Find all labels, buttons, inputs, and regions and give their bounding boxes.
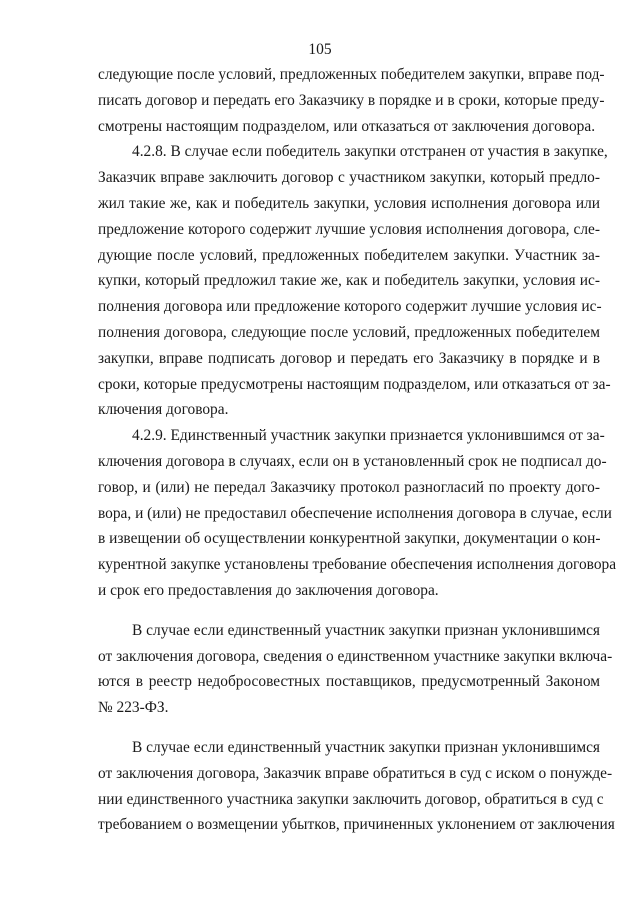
- text-line: ются в реестр недобросовестных поставщиков, предусмотренный Законом: [98, 673, 600, 691]
- text-line: и срок его предоставления до заключения договора.: [98, 581, 439, 599]
- text-line: Заказчик вправе заключить договор с участником закупки, который предло-: [98, 169, 600, 187]
- text-line: предложение которого содержит лучшие условия исполнения договора, сле-: [98, 220, 600, 238]
- text-line: писать договор и передать его Заказчику в порядке и в сроки, которые преду-: [98, 91, 605, 109]
- text-line: говор, и (или) не передал Заказчику протокол разногласий по проекту дого-: [98, 478, 600, 496]
- text-line: В случае если единственный участник закупки признан уклонившимся: [132, 621, 600, 639]
- text-line: В случае если единственный участник закупки признан уклонившимся: [132, 738, 600, 756]
- text-line: нии единственного участника закупки заключить договор, обратиться в суд с: [98, 790, 604, 808]
- text-line: курентной закупке установлены требование обеспечения исполнения договора: [98, 556, 617, 574]
- page-number: 105: [308, 41, 332, 58]
- text-line: купки, который предложил такие же, как и победитель закупки, условия ис-: [98, 272, 600, 290]
- body-text: [98, 62, 617, 838]
- text-line: от заключения договора, Заказчик вправе обратиться в суд с иском о понужде-: [98, 764, 613, 782]
- text-line: дующие после условий, предложенных победителем закупки. Участник за-: [98, 246, 600, 264]
- text-line: полнения договора, следующие после условий, предложенных победителем: [98, 323, 600, 341]
- text-line: закупки, вправе подписать договор и передать его Заказчику в порядке и в: [98, 349, 600, 367]
- text-line: следующие после условий, предложенных победителем закупки, вправе под-: [98, 66, 605, 83]
- text-line: смотрены настоящим подразделом, или отказаться от заключения договора.: [98, 117, 596, 135]
- text-line: 4.2.9. Единственный участник закупки признается уклонившимся от за-: [132, 427, 605, 445]
- text-line: ключения договора в случаях, если он в установленный срок не подписал до-: [98, 452, 607, 470]
- text-line: сроки, которые предусмотрены настоящим подразделом, или отказаться от за-: [98, 375, 611, 393]
- text-line: жил такие же, как и победитель закупки, условия исполнения договора или: [98, 194, 600, 212]
- text-line: от заключения договора, сведения о единственном участнике закупки включа-: [98, 647, 613, 665]
- text-line: № 223-ФЗ.: [98, 699, 169, 717]
- text-line: вора, и (или) не предоставил обеспечение исполнения договора в случае, если: [98, 504, 612, 522]
- text-line: ключения договора.: [98, 401, 229, 419]
- text-line: полнения договора или предложение которого содержит лучшие условия ис-: [98, 298, 602, 316]
- text-line: в извещении об осуществлении конкурентной закупки, документации о кон-: [98, 530, 601, 548]
- text-line: требованием о возмещении убытков, причиненных уклонением от заключения: [98, 816, 615, 834]
- paragraph-gap: [98, 721, 600, 735]
- text-line: 4.2.8. В случае если победитель закупки отстранен от участия в закупке,: [132, 143, 608, 161]
- paragraph-gap: [98, 604, 600, 618]
